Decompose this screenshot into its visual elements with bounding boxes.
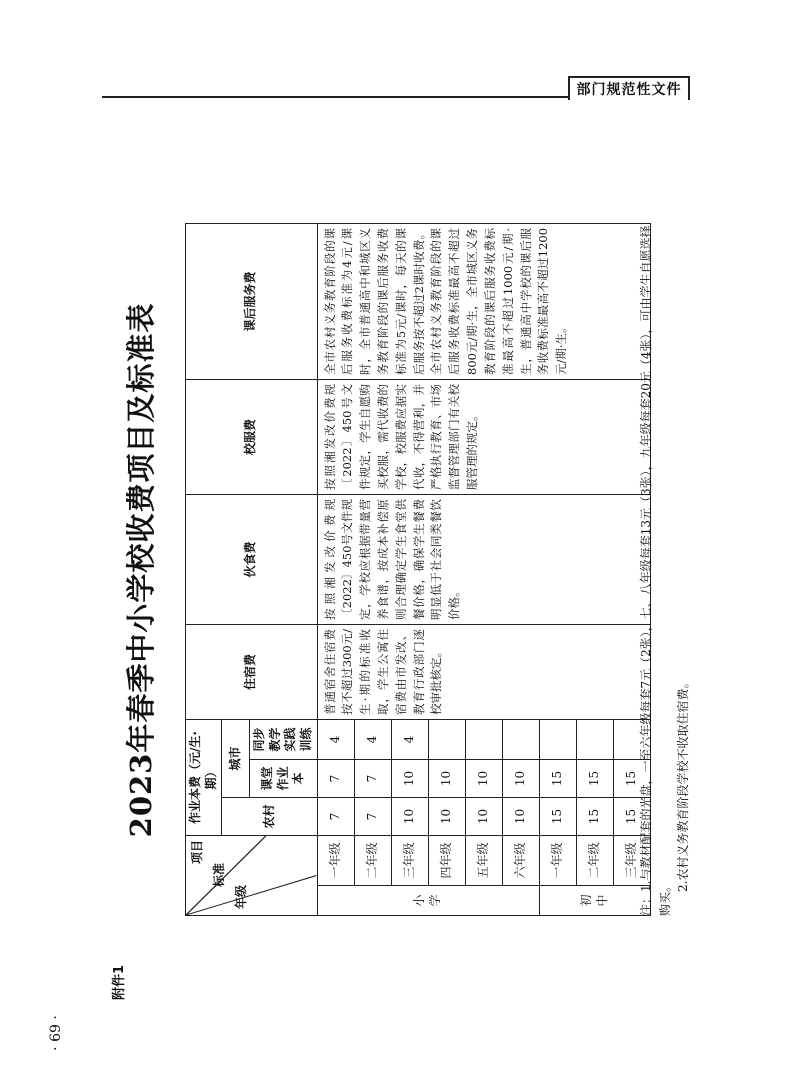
grade-cell: 三年级 (613, 836, 650, 886)
corner-grade-label: 年级 (234, 884, 248, 909)
meal-fee-header: 伙食费 (186, 494, 318, 624)
practice-fee-cell: 4 (354, 719, 391, 759)
rural-fee-cell: 10 (428, 798, 465, 836)
grade-cell: 五年级 (465, 836, 502, 886)
document-category-badge: 部门规范性文件 (568, 76, 690, 100)
boarding-fee-description: 普通宿舍住宿费按不超过300元/生·期的标准收取，学生公寓住宿费由市发改、教育行政部门逐校审批核定。 (317, 624, 650, 719)
practice-fee-cell (428, 719, 465, 759)
rotated-page-content (105, 100, 705, 1000)
grade-cell: 二年级 (354, 836, 391, 886)
rural-fee-cell: 15 (539, 798, 576, 836)
classwork-fee-cell: 15 (539, 760, 576, 798)
grade-cell: 二年级 (576, 836, 613, 886)
uniform-fee-description: 按照湘发改价费规〔2022〕450号文件规定，学生自愿购买校服，需代收费的学校，校服费应据实代收，不得营利，并严格执行教育、市场监督管理部门有关校服管理的规定。 (317, 379, 650, 494)
grade-cell: 一年级 (317, 836, 354, 886)
meal-fee-description: 按照湘发改价费规〔2022〕450号文件规定，学校应根据带量营养食谱，按成本补偿原则合理确定学生食堂供餐价格，确保学生餐费明显低于社会同类餐饮价格。 (317, 494, 650, 624)
classwork-fee-cell: 10 (391, 760, 428, 798)
corner-standard-label: 标准 (212, 862, 226, 887)
afterschool-fee-description: 全市农村义务教育阶段的课后服务收费标准为4元/课时，全市普通高中和城区义务教育阶段的课后服务收费标准为5元/课时，每天的课后服务按不超过2课时收费。全市农村义务教育阶段的课后服务收费标准最高不超过800元/期·生，全市城区义务教育阶段的课后服务收费标准最高不超过1000元/期·生，普通高中学校的课后服务收费标准最高不超过1200元/期·生。 (317, 223, 650, 379)
note-line: 注：1.与教材配套的光盘，一至六年级每套7元（2张），七、八年级每套13元（3张），九年级每套20元（4张），可由学生自愿选择购买。 (639, 225, 672, 916)
classwork-fee-cell: 15 (613, 760, 650, 798)
rural-fee-cell: 10 (465, 798, 502, 836)
practice-fee-cell (502, 719, 539, 759)
classwork-fee-cell: 15 (576, 760, 613, 798)
classwork-header: 课堂作业本 (250, 760, 317, 798)
table-notes (637, 216, 693, 916)
grade-cell: 三年级 (391, 836, 428, 886)
afterschool-fee-header: 课后服务费 (186, 223, 318, 379)
page-number: · 69 · (48, 1015, 65, 1051)
page-number-box (0, 1015, 74, 1051)
corner-item-label: 项目 (190, 840, 204, 865)
practice-fee-cell: 4 (317, 719, 354, 759)
homework-fee-header: 作业本费（元/生·期） (186, 719, 222, 835)
rural-header: 农村 (222, 798, 317, 836)
rural-fee-cell: 7 (317, 798, 354, 836)
rural-fee-cell: 15 (576, 798, 613, 836)
practice-fee-cell: 4 (391, 719, 428, 759)
rural-fee-cell: 15 (613, 798, 650, 836)
annex-label: 附件1 (112, 964, 127, 1000)
rural-fee-cell: 7 (354, 798, 391, 836)
table-corner-cell (186, 836, 318, 916)
note-line: 2.农村义务教育阶段学校不收取住宿费。 (676, 676, 691, 892)
junior-school-label: 初中 (539, 886, 650, 916)
fee-standard-table (185, 223, 651, 916)
practice-fee-cell (576, 719, 613, 759)
classwork-fee-cell: 7 (317, 760, 354, 798)
grade-cell: 四年级 (428, 836, 465, 886)
classwork-fee-cell: 10 (465, 760, 502, 798)
grade-cell: 六年级 (502, 836, 539, 886)
city-header: 城市 (222, 719, 250, 797)
grade-cell: 一年级 (539, 836, 576, 886)
rural-fee-cell: 10 (391, 798, 428, 836)
rural-fee-cell: 10 (502, 798, 539, 836)
practice-fee-cell (539, 719, 576, 759)
uniform-fee-header: 校服费 (186, 379, 318, 494)
page-title: 2023年春季中小学校收费项目及标准表 (124, 302, 158, 838)
classwork-fee-cell: 7 (354, 760, 391, 798)
practice-fee-cell (465, 719, 502, 759)
boarding-fee-header: 住宿费 (186, 624, 318, 719)
classwork-fee-cell: 10 (502, 760, 539, 798)
practice-header: 同步教学实践训练 (250, 719, 317, 759)
primary-school-label: 小学 (317, 886, 539, 916)
classwork-fee-cell: 10 (428, 760, 465, 798)
